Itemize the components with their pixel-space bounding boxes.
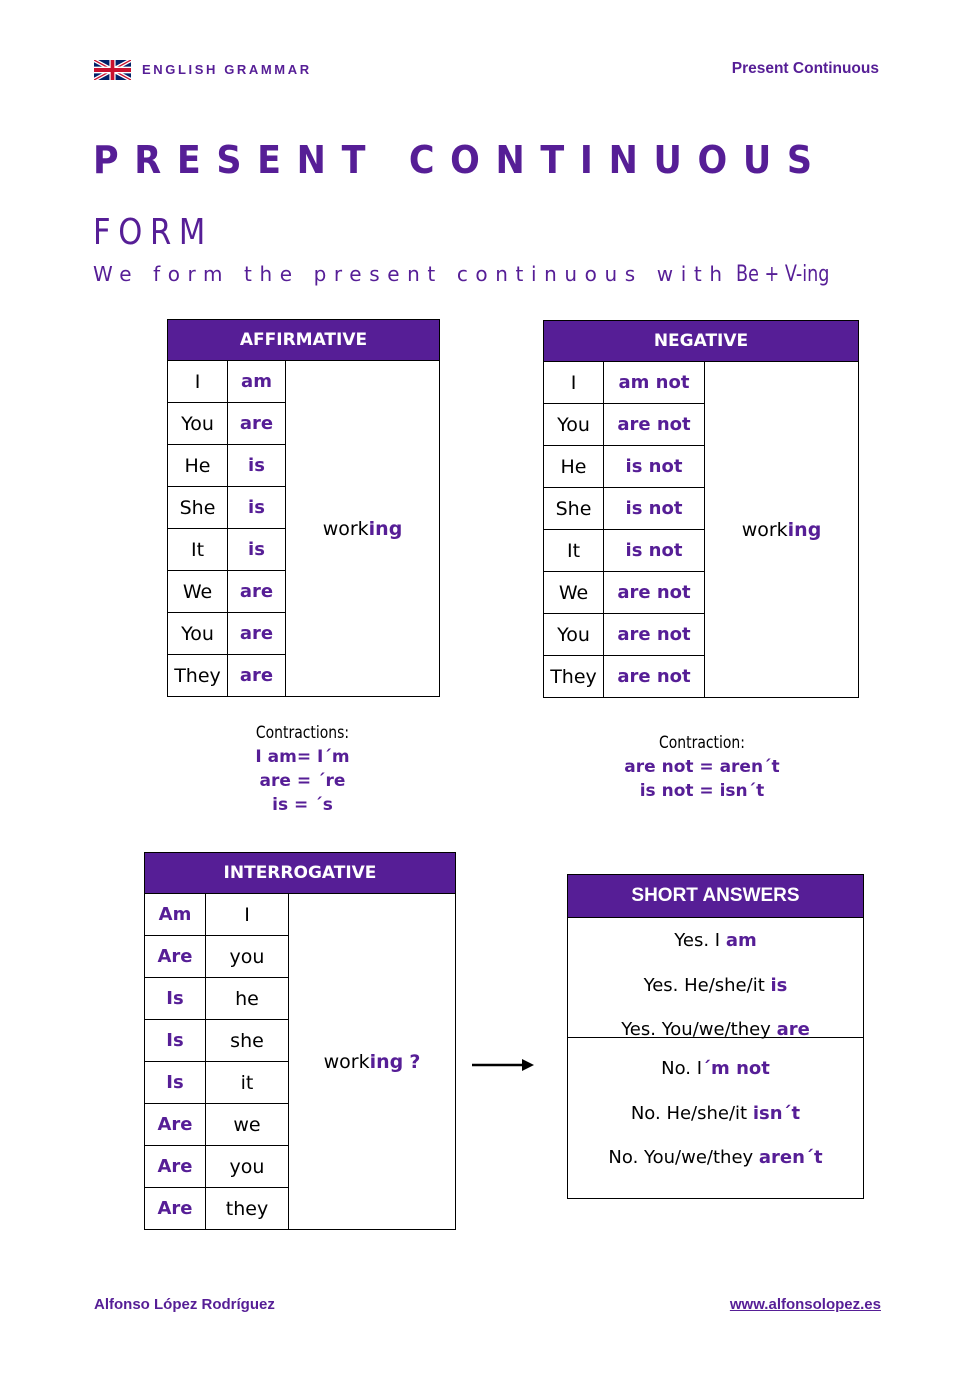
aux-cell: is <box>228 529 286 571</box>
page-title: PRESENT CONTINUOUS <box>93 138 828 182</box>
subject-cell: You <box>168 613 228 655</box>
negative-contractions <box>602 731 802 803</box>
subject-cell: They <box>168 655 228 697</box>
answer-verb: are <box>776 1019 810 1040</box>
contraction-line: is not = isn´t <box>639 781 765 801</box>
aux-cell: am <box>228 361 286 403</box>
subject-cell: They <box>544 656 604 698</box>
subject-cell: You <box>544 614 604 656</box>
aux-cell: is not <box>604 530 705 572</box>
aux-cell: are <box>228 655 286 697</box>
intro-text: We form the present continuous with <box>93 262 730 286</box>
short-answer-row <box>568 975 863 1020</box>
verb-cell <box>286 361 440 697</box>
answer-prefix: Yes. You/we/they <box>621 1019 771 1040</box>
negative-heading: NEGATIVE <box>544 321 859 362</box>
aux-cell: Are <box>145 1104 206 1146</box>
footer-website-link[interactable]: www.alfonsolopez.es <box>729 1296 881 1313</box>
aux-cell: are <box>228 613 286 655</box>
aux-cell: are <box>228 403 286 445</box>
answer-prefix: No. He/she/it <box>630 1102 748 1124</box>
aux-cell: Are <box>145 1188 206 1230</box>
header-topic-label: Present Continuous <box>731 60 879 77</box>
interrogative-heading: INTERROGATIVE <box>145 853 456 894</box>
answer-verb: am <box>725 930 757 951</box>
answer-verb: is <box>770 974 788 996</box>
short-answer-row <box>568 1147 863 1192</box>
aux-cell: Is <box>145 1062 206 1104</box>
negative-table <box>543 320 859 698</box>
subject-cell: It <box>544 530 604 572</box>
contraction-line: are not = aren´t <box>624 757 780 777</box>
answer-prefix: Yes. I <box>674 930 721 951</box>
verb-cell <box>705 362 859 698</box>
aux-cell: are not <box>604 614 705 656</box>
short-answers-heading: SHORT ANSWERS <box>568 875 863 918</box>
contractions-label: Contraction: <box>659 733 745 753</box>
aux-cell: is <box>228 445 286 487</box>
aux-cell: are not <box>604 656 705 698</box>
aux-cell: Is <box>145 1020 206 1062</box>
affirmative-table <box>167 319 440 697</box>
section-title: FORM <box>93 212 213 253</box>
subject-cell: I <box>168 361 228 403</box>
answer-prefix: No. I <box>661 1058 703 1079</box>
aux-cell: are not <box>604 404 705 446</box>
short-answer-row <box>568 1058 863 1103</box>
verb-ending: ing <box>369 1050 404 1073</box>
answer-verb: isn´t <box>752 1102 801 1124</box>
subject-cell: You <box>168 403 228 445</box>
contraction-line: I am= I´m <box>255 747 350 767</box>
uk-flag-icon <box>94 60 131 80</box>
aux-cell: are not <box>604 572 705 614</box>
aux-cell: Am <box>145 894 206 936</box>
question-mark: ? <box>409 1050 421 1073</box>
subject-cell: I <box>544 362 604 404</box>
verb-stem: work <box>322 517 369 540</box>
answer-verb: aren´t <box>758 1147 823 1168</box>
table-row <box>145 894 456 936</box>
verb-ending: ing <box>368 517 403 540</box>
interrogative-table <box>144 852 456 1230</box>
aux-cell: Are <box>145 936 206 978</box>
contractions-label: Contractions: <box>255 723 350 743</box>
short-answer-row <box>568 1103 863 1148</box>
subject-cell: He <box>544 446 604 488</box>
aux-cell: is <box>228 487 286 529</box>
verb-stem: work <box>323 1050 370 1073</box>
subject-cell: We <box>544 572 604 614</box>
subject-cell: he <box>206 978 289 1020</box>
aux-cell: is not <box>604 488 705 530</box>
short-answer-row <box>568 930 863 975</box>
subject-cell: you <box>206 936 289 978</box>
subject-cell: He <box>168 445 228 487</box>
aux-cell: Is <box>145 978 206 1020</box>
subject-cell: We <box>168 571 228 613</box>
subject-cell: You <box>544 404 604 446</box>
contraction-line: is = ´s <box>272 795 333 815</box>
subject-cell: she <box>206 1020 289 1062</box>
subject-cell: you <box>206 1146 289 1188</box>
subject-cell: It <box>168 529 228 571</box>
subject-cell: they <box>206 1188 289 1230</box>
subject-cell: it <box>206 1062 289 1104</box>
table-row <box>168 361 440 403</box>
affirmative-contractions <box>215 721 390 817</box>
subject-cell: I <box>206 894 289 936</box>
contraction-line: are = ´re <box>259 771 346 791</box>
subject-cell: She <box>544 488 604 530</box>
short-answers-yes <box>568 918 863 1038</box>
aux-cell: are <box>228 571 286 613</box>
subject-cell: She <box>168 487 228 529</box>
table-row <box>544 362 859 404</box>
aux-cell: am not <box>604 362 705 404</box>
answer-prefix: Yes. He/she/it <box>643 974 765 996</box>
answer-verb: ´m not <box>702 1058 770 1079</box>
aux-cell: is not <box>604 446 705 488</box>
intro-formula: Be + V-ing <box>735 262 830 287</box>
aux-cell: Are <box>145 1146 206 1188</box>
affirmative-heading: AFFIRMATIVE <box>168 320 440 361</box>
subject-cell: we <box>206 1104 289 1146</box>
footer-author: Alfonso López Rodríguez <box>94 1296 275 1313</box>
verb-ending: ing <box>787 518 822 541</box>
right-arrow-icon <box>470 1055 536 1075</box>
short-answers-no <box>568 1038 863 1198</box>
intro-sentence <box>93 262 853 287</box>
verb-cell <box>289 894 456 1230</box>
verb-stem: work <box>741 518 788 541</box>
answer-prefix: No. You/we/they <box>608 1147 754 1168</box>
header-section-label: ENGLISH GRAMMAR <box>142 62 312 77</box>
short-answers-box <box>567 874 864 1199</box>
